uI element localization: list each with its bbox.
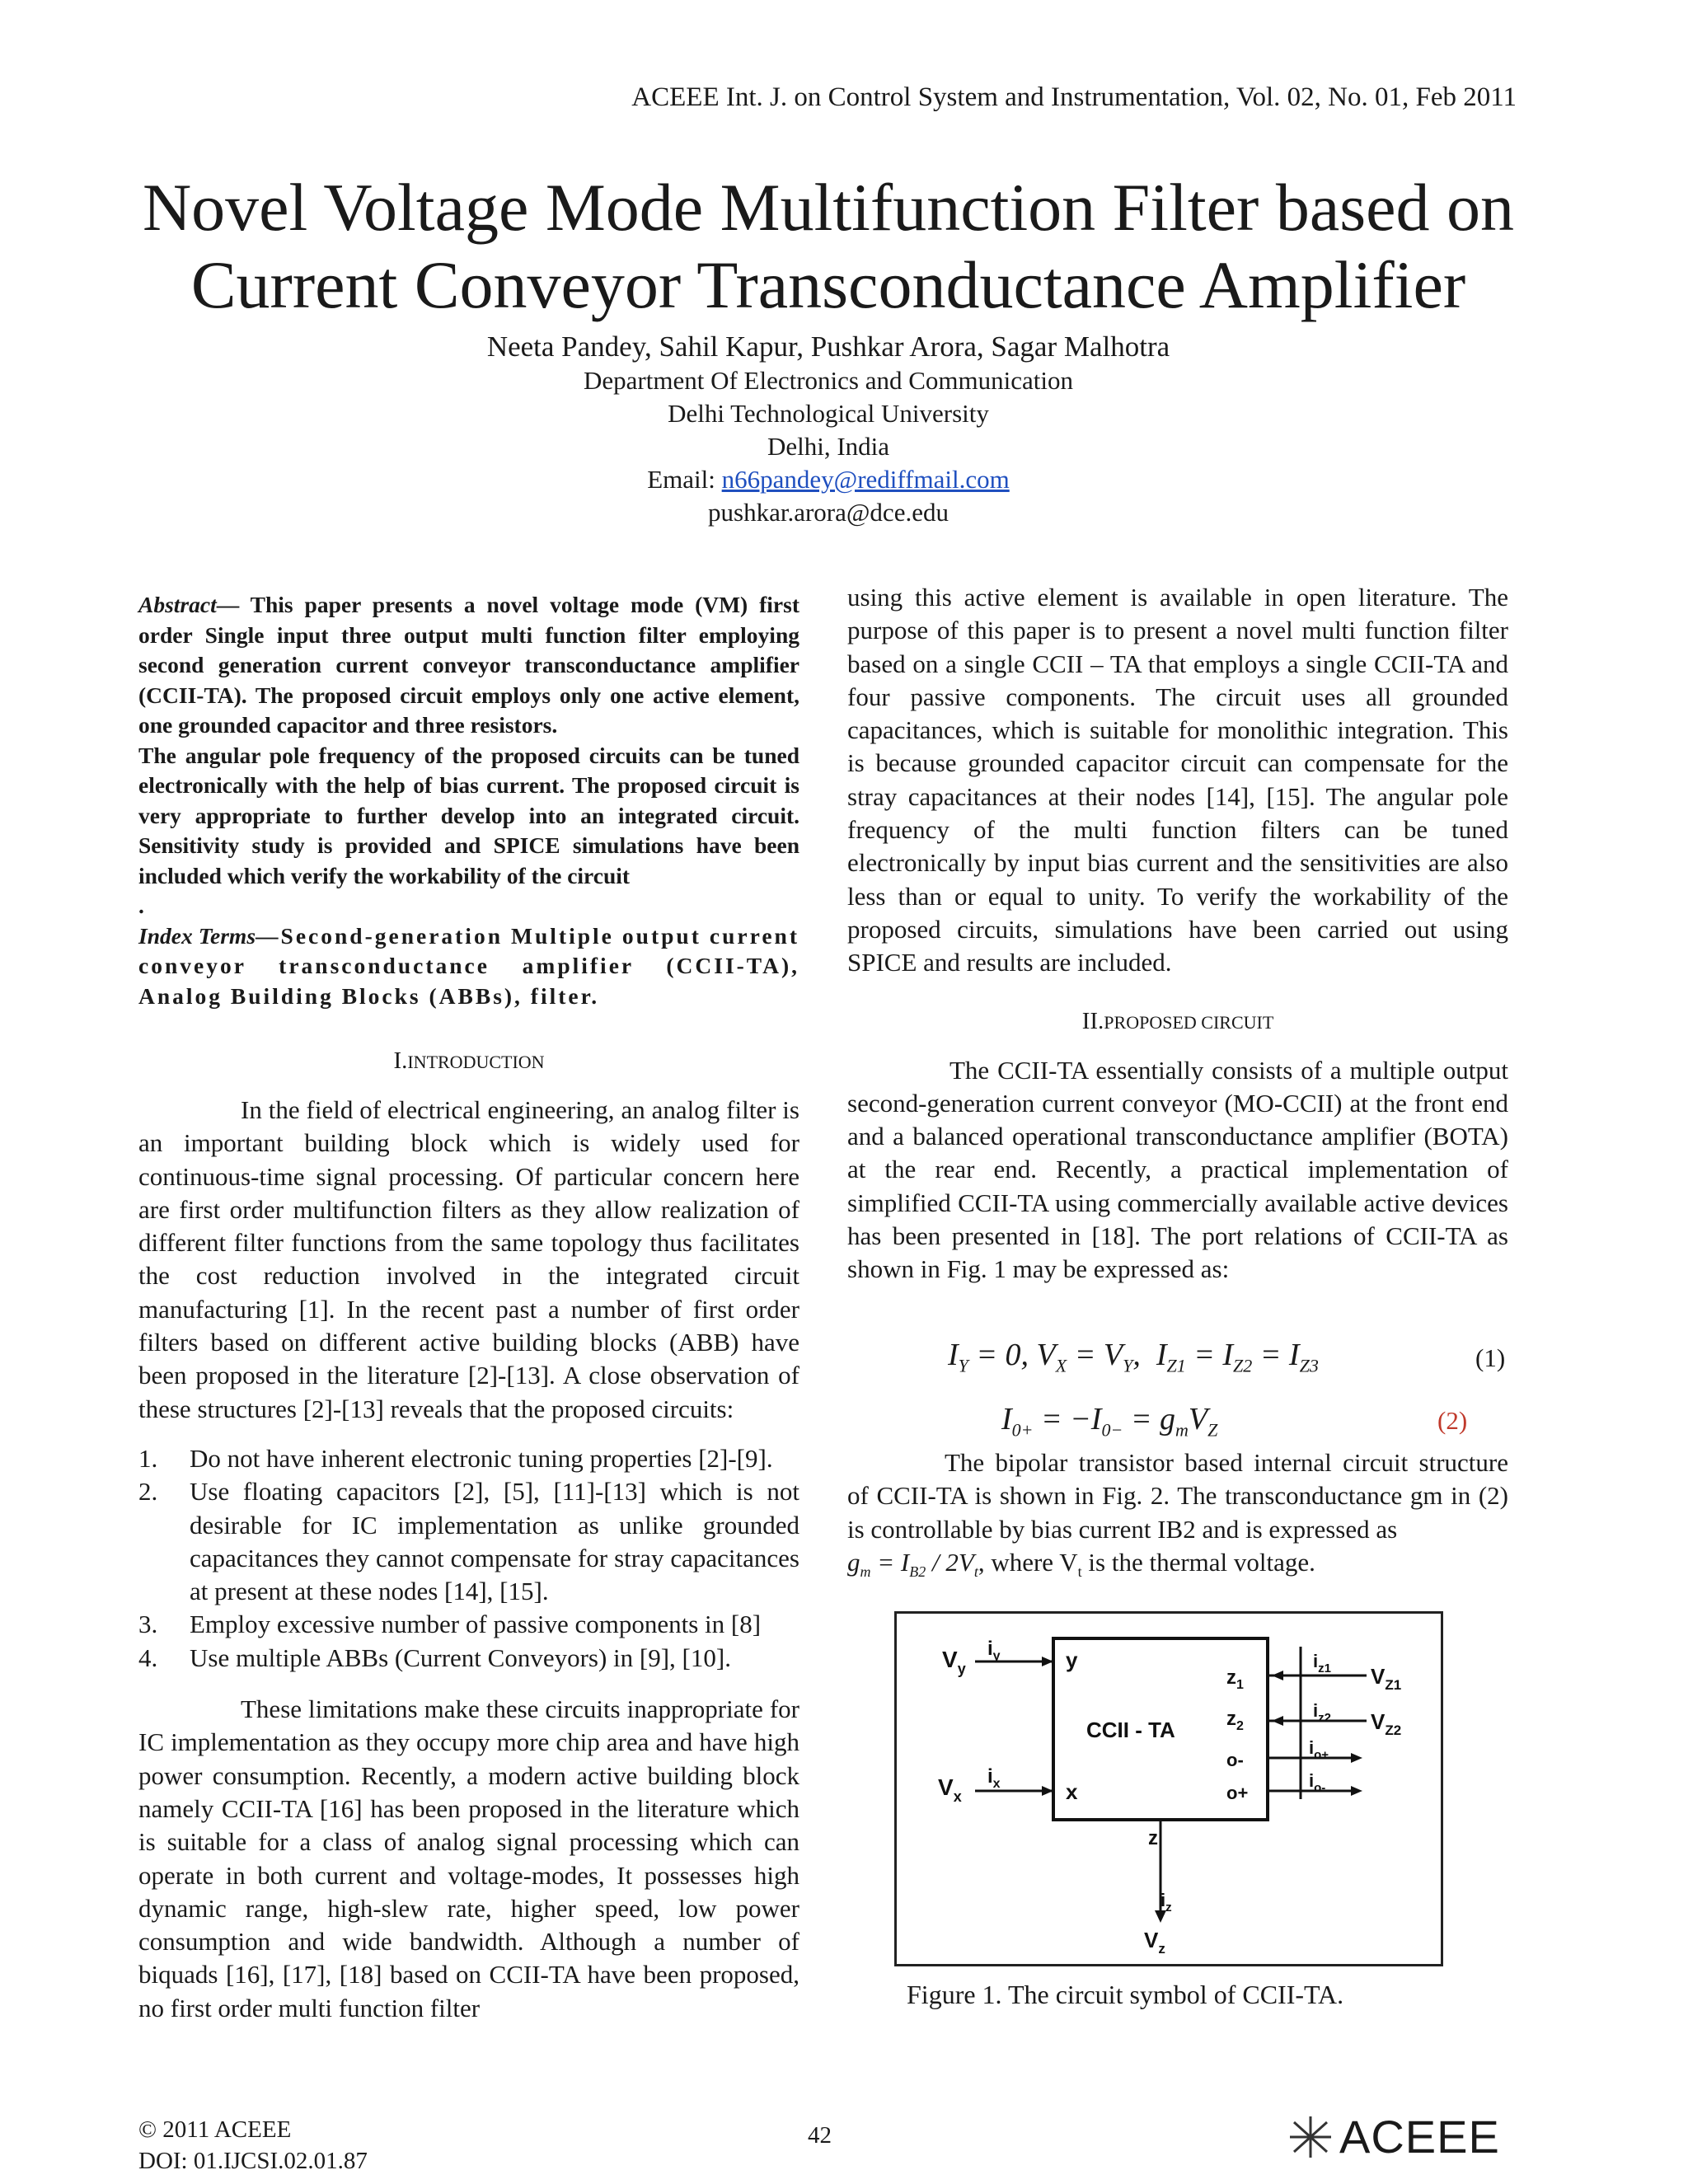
svg-text:o-: o- <box>1226 1750 1244 1770</box>
department: Department Of Electronics and Communication <box>584 366 1073 395</box>
right-column <box>847 581 1508 1286</box>
authors: Neeta Pandey, Sahil Kapur, Pushkar Arora, Sagar Malhotra <box>486 330 1170 363</box>
intro-paragraph-2: These limitations make these circuits inappropriate for IC implementation as they occupy more chip area and have high power consumption. Recently, a modern active building block namely CCII-TA [16] has been proposed in the literature which is suitable for a class of analog signal processing which can operate in both current and voltage-modes, It possesses high dynamic range, high-slew rate, higher speed, low power consumption and wide bandwidth. Although a number of biquads [16], [17], [18] based on CCII-TA have been proposed, no first order multi function filter <box>138 1694 799 2022</box>
list-number: 4. <box>138 1643 158 1672</box>
university: Delhi Technological University <box>668 399 989 428</box>
section-heading-introduction <box>138 1044 799 1079</box>
abstract <box>138 590 799 1011</box>
svg-text:VZ1: $V_{Z1}$ <box>1371 1664 1402 1693</box>
list-number: 3. <box>138 1610 158 1639</box>
figure-1 <box>894 1611 1443 1966</box>
limitations-list <box>138 1442 799 1675</box>
intro-paragraph-1: In the field of electrical engineering, an analog filter is an important building block which is widely used for continuous-time signal processing. Of particular concern here are first order multifunction filters as they allow realization of different filter functions from the same topology thus facilitates the cost reduction involved in the integrated circuit manufacturing [1]. In the recent past a number of first order filters based on different active building blocks (ABB) have been proposed in the literature [2]-[13]. A close observation of these structures [2]-[13] reveals that the proposed circuits: <box>138 1095 799 1423</box>
index-terms-label: Index Terms <box>138 922 256 949</box>
abstract-text-3: . <box>138 893 144 918</box>
list-text: Use multiple ABBs (Current Conveyors) in [9], [10]. <box>190 1643 731 1672</box>
svg-text:Vx: $V_x$ <box>938 1774 962 1805</box>
section-title: INTRODUCTION <box>407 1052 545 1072</box>
svg-text:Vz: $V_z$ <box>1144 1928 1165 1957</box>
section-title: PROPOSED CIRCUIT <box>1104 1011 1274 1033</box>
svg-text:Vy: $V_y$ <box>942 1647 966 1677</box>
intro-paragraph-3: using this active element is available in open literature. The purpose of this paper is to present a novel multi function filter based on a single CCII – TA that employs a single CCII-TA and four passive components. The circuit uses all grounded capacitances, which is suitable for monolithic integration. This is because grounded capacitor circuit can compensate for the stray capacitances at their nodes [14], [15]. The angular pole frequency of the multi function filters can be tuned electronically by input bias current and the sensitivities are also less than or equal to unity. To verify the workability of the proposed circuits, simulations have been carried out using SPICE and results are included. <box>847 583 1508 977</box>
journal-header: ACEEE Int. J. on Control System and Instrumentation, Vol. 02, No. 01, Feb 2011 <box>631 82 1517 112</box>
doi: DOI: 01.IJCSI.02.01.87 <box>138 2148 368 2174</box>
logo-text: ACEEE <box>1339 2111 1500 2163</box>
paper-title <box>0 169 1657 324</box>
title-line-2: Current Conveyor Transconductance Amplifier <box>190 247 1466 322</box>
svg-text:y: y <box>1066 1647 1078 1672</box>
svg-text:iz: $i_z$ <box>1160 1890 1172 1915</box>
list-number: 2. <box>138 1477 158 1507</box>
list-item <box>138 1642 799 1675</box>
proposed-paragraph-2-text: The bipolar transistor based internal circuit structure of CCII-TA is shown in Fig. 2. The transconductance gm in (2) is controllable by bias current IB2 and is expressed as <box>847 1448 1508 1544</box>
svg-text:x: x <box>1066 1779 1078 1804</box>
affiliation <box>0 364 1657 529</box>
section-heading-proposed <box>847 1005 1508 1039</box>
list-text: Employ excessive number of passive components in [8] <box>190 1610 762 1639</box>
copyright: © 2011 ACEEE <box>138 2116 292 2143</box>
equation-2: $I_{0+} = -I_{0-} = g_mV_Z$ <box>1001 1402 1218 1441</box>
svg-text:io-: $i_{o-}$ <box>1309 1770 1326 1795</box>
equation-1-number: (1) <box>1475 1343 1506 1372</box>
email-label: Email: <box>647 465 722 494</box>
email-line <box>0 463 1657 496</box>
equation-2-number: (2) <box>1437 1406 1468 1435</box>
svg-text:o+: o+ <box>1226 1783 1249 1803</box>
svg-text:z1: $z_1$ <box>1226 1666 1244 1692</box>
formula-tail-b: is the thermal voltage. <box>1081 1547 1315 1577</box>
email-link[interactable]: n66pandey@rediffmail.com <box>721 465 1010 494</box>
section-number: II. <box>1081 1007 1104 1034</box>
section-number: I. <box>393 1047 408 1074</box>
svg-text:iy: $i_y$ <box>987 1638 1001 1663</box>
ccii-ta-symbol <box>897 1614 1441 1964</box>
title-line-1: Novel Voltage Mode Multifunction Filter based on <box>142 170 1515 245</box>
svg-text:z: z <box>1148 1827 1158 1849</box>
svg-text:iz1: $i_{z1}$ <box>1313 1651 1331 1675</box>
abstract-text-2: The angular pole frequency of the proposed circuits can be tuned electronically with the help of bias current. The proposed circuit is very appropriate to further develop into an integrated circuit. Sensitivity study is provided and SPICE simulations have been included which verify the workability of the circuit <box>138 742 799 888</box>
list-item <box>138 1608 799 1641</box>
svg-text:iz2: $i_{z2}$ <box>1313 1700 1331 1725</box>
list-text: Use floating capacitors [2], [5], [11]-[13] which is not desirable for IC implementation as unlike grounded capacitances they cannot compensate for stray capacitances at present at these nodes [14], [15]. <box>190 1477 799 1606</box>
list-item <box>138 1475 799 1608</box>
proposed-paragraph-1: The CCII-TA essentially consists of a multiple output second-generation current conveyor (MO-CCII) at the front end and a balanced operational transconductance amplifier (BOTA) at the rear end. Recently, a practical implementation of simplified CCII-TA using commercially available active devices has been presented in [18]. The port relations of CCII-TA as shown in Fig. 1 may be expressed as: <box>847 1055 1508 1284</box>
figure-caption: Figure 1. The circuit symbol of CCII-TA. <box>907 1980 1344 2009</box>
proposed-paragraph-2-block <box>847 1446 1508 1588</box>
equation-1: $I_Y = 0$, $V_X = V_Y$, $I_{Z1} = I_{Z2} = I_{Z3}$ <box>948 1338 1319 1376</box>
svg-text:VZ2: $V_{Z2}$ <box>1371 1709 1402 1738</box>
left-column <box>138 590 799 2025</box>
formula-tail-sub: t <box>1077 1563 1082 1581</box>
email-secondary: pushkar.arora@dce.edu <box>708 498 949 527</box>
page-number: 42 <box>808 2122 832 2149</box>
svg-text:z2: $z_2$ <box>1226 1708 1244 1733</box>
abstract-label: Abstract <box>138 592 217 617</box>
footer-left <box>138 2114 368 2177</box>
proposed-paragraph-2 <box>847 1446 1508 1588</box>
city: Delhi, India <box>767 432 890 461</box>
logo-mark-icon <box>1282 2112 1339 2162</box>
list-number: 1. <box>138 1443 158 1473</box>
abstract-text-1: — This paper presents a novel voltage mode (VM) first order Single input three output multi function filter employing second generation current conveyor transconductance amplifier (CCII-TA). The proposed circuit employs only one active element, one grounded capacitor and three resistors. <box>138 592 799 738</box>
svg-text:ix: $i_x$ <box>987 1765 1001 1791</box>
svg-text:io+: $i_{o+}$ <box>1309 1737 1329 1762</box>
index-terms-text: —Second-generation Multiple output current conveyor transconductance amplifier (CCII-TA), Analog Building Blocks (ABBs), filter. <box>138 922 799 1009</box>
formula-tail-a: , where V <box>978 1547 1078 1577</box>
aceee-logo <box>1282 2110 1500 2163</box>
list-text: Do not have inherent electronic tuning properties [2]-[9]. <box>190 1443 773 1473</box>
gm-formula: $g_m = I_{B2} / 2V_t$ <box>847 1547 978 1581</box>
block-label: CCII - TA <box>1086 1718 1175 1742</box>
list-item <box>138 1442 799 1475</box>
